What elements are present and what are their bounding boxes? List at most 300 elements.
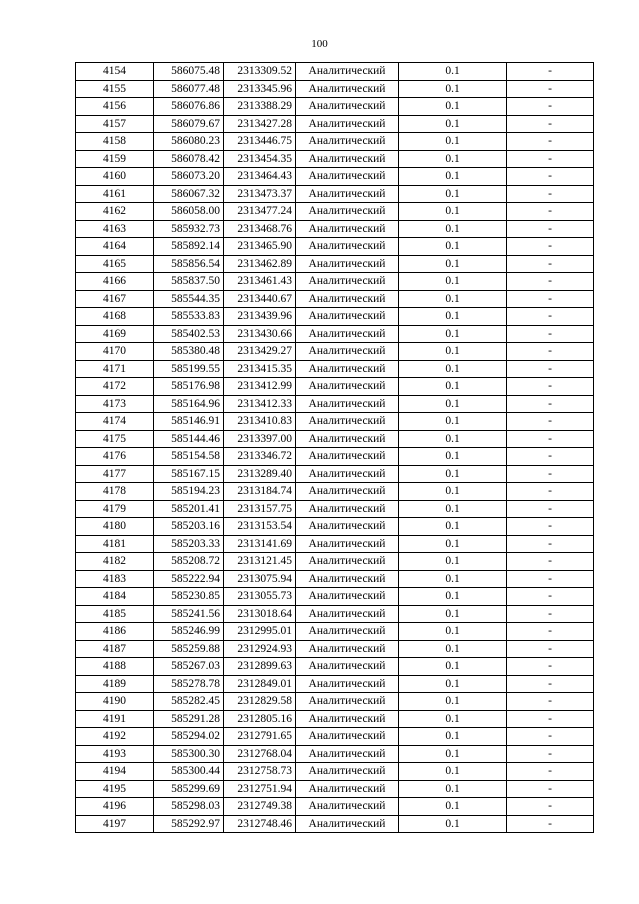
method-cell: Аналитический (296, 290, 399, 308)
method-cell: Аналитический (296, 325, 399, 343)
x-coordinate-cell: 585300.30 (154, 745, 224, 763)
method-cell: Аналитический (296, 500, 399, 518)
y-coordinate-cell: 2313468.76 (224, 220, 296, 238)
empty-value-cell: - (507, 325, 594, 343)
table-row (76, 360, 594, 378)
y-coordinate-cell: 2313309.52 (224, 63, 296, 81)
table-row (76, 658, 594, 676)
x-coordinate-cell: 585246.99 (154, 623, 224, 641)
accuracy-cell: 0.1 (399, 605, 507, 623)
table-row (76, 343, 594, 361)
accuracy-cell: 0.1 (399, 185, 507, 203)
y-coordinate-cell: 2313153.54 (224, 518, 296, 536)
empty-value-cell: - (507, 780, 594, 798)
y-coordinate-cell: 2312791.65 (224, 728, 296, 746)
empty-value-cell: - (507, 115, 594, 133)
y-coordinate-cell: 2313289.40 (224, 465, 296, 483)
empty-value-cell: - (507, 728, 594, 746)
y-coordinate-cell: 2313429.27 (224, 343, 296, 361)
table-row (76, 395, 594, 413)
accuracy-cell: 0.1 (399, 203, 507, 221)
accuracy-cell: 0.1 (399, 763, 507, 781)
empty-value-cell: - (507, 273, 594, 291)
accuracy-cell: 0.1 (399, 815, 507, 833)
y-coordinate-cell: 2313477.24 (224, 203, 296, 221)
table-row (76, 63, 594, 81)
method-cell: Аналитический (296, 63, 399, 81)
table-row (76, 815, 594, 833)
method-cell: Аналитический (296, 343, 399, 361)
y-coordinate-cell: 2313454.35 (224, 150, 296, 168)
point-number-cell: 4164 (76, 238, 154, 256)
y-coordinate-cell: 2312768.04 (224, 745, 296, 763)
x-coordinate-cell: 586058.00 (154, 203, 224, 221)
method-cell: Аналитический (296, 588, 399, 606)
table-row (76, 413, 594, 431)
y-coordinate-cell: 2312899.63 (224, 658, 296, 676)
method-cell: Аналитический (296, 728, 399, 746)
y-coordinate-cell: 2313346.72 (224, 448, 296, 466)
table-row (76, 168, 594, 186)
empty-value-cell: - (507, 465, 594, 483)
y-coordinate-cell: 2312748.46 (224, 815, 296, 833)
method-cell: Аналитический (296, 448, 399, 466)
method-cell: Аналитический (296, 815, 399, 833)
x-coordinate-cell: 585241.56 (154, 605, 224, 623)
point-number-cell: 4178 (76, 483, 154, 501)
point-number-cell: 4175 (76, 430, 154, 448)
x-coordinate-cell: 585892.14 (154, 238, 224, 256)
empty-value-cell: - (507, 168, 594, 186)
method-cell: Аналитический (296, 465, 399, 483)
accuracy-cell: 0.1 (399, 325, 507, 343)
point-number-cell: 4158 (76, 133, 154, 151)
x-coordinate-cell: 585278.78 (154, 675, 224, 693)
point-number-cell: 4172 (76, 378, 154, 396)
empty-value-cell: - (507, 588, 594, 606)
accuracy-cell: 0.1 (399, 745, 507, 763)
accuracy-cell: 0.1 (399, 448, 507, 466)
accuracy-cell: 0.1 (399, 343, 507, 361)
y-coordinate-cell: 2313415.35 (224, 360, 296, 378)
method-cell: Аналитический (296, 430, 399, 448)
method-cell: Аналитический (296, 763, 399, 781)
point-number-cell: 4161 (76, 185, 154, 203)
point-number-cell: 4171 (76, 360, 154, 378)
accuracy-cell: 0.1 (399, 80, 507, 98)
table-row (76, 588, 594, 606)
method-cell: Аналитический (296, 518, 399, 536)
empty-value-cell: - (507, 553, 594, 571)
empty-value-cell: - (507, 395, 594, 413)
y-coordinate-cell: 2313141.69 (224, 535, 296, 553)
method-cell: Аналитический (296, 640, 399, 658)
point-number-cell: 4165 (76, 255, 154, 273)
x-coordinate-cell: 586075.48 (154, 63, 224, 81)
table-row (76, 623, 594, 641)
method-cell: Аналитический (296, 273, 399, 291)
x-coordinate-cell: 586078.42 (154, 150, 224, 168)
table-row (76, 133, 594, 151)
point-number-cell: 4183 (76, 570, 154, 588)
table-row (76, 290, 594, 308)
method-cell: Аналитический (296, 693, 399, 711)
point-number-cell: 4177 (76, 465, 154, 483)
empty-value-cell: - (507, 570, 594, 588)
empty-value-cell: - (507, 203, 594, 221)
accuracy-cell: 0.1 (399, 98, 507, 116)
x-coordinate-cell: 585544.35 (154, 290, 224, 308)
accuracy-cell: 0.1 (399, 150, 507, 168)
empty-value-cell: - (507, 500, 594, 518)
point-number-cell: 4157 (76, 115, 154, 133)
method-cell: Аналитический (296, 483, 399, 501)
point-number-cell: 4193 (76, 745, 154, 763)
x-coordinate-cell: 585146.91 (154, 413, 224, 431)
empty-value-cell: - (507, 150, 594, 168)
table-row (76, 378, 594, 396)
x-coordinate-cell: 585201.41 (154, 500, 224, 518)
table-row (76, 693, 594, 711)
x-coordinate-cell: 585291.28 (154, 710, 224, 728)
empty-value-cell: - (507, 675, 594, 693)
point-number-cell: 4191 (76, 710, 154, 728)
method-cell: Аналитический (296, 203, 399, 221)
y-coordinate-cell: 2313439.96 (224, 308, 296, 326)
empty-value-cell: - (507, 623, 594, 641)
accuracy-cell: 0.1 (399, 133, 507, 151)
method-cell: Аналитический (296, 255, 399, 273)
empty-value-cell: - (507, 518, 594, 536)
accuracy-cell: 0.1 (399, 570, 507, 588)
accuracy-cell: 0.1 (399, 430, 507, 448)
y-coordinate-cell: 2313412.33 (224, 395, 296, 413)
empty-value-cell: - (507, 80, 594, 98)
point-number-cell: 4197 (76, 815, 154, 833)
method-cell: Аналитический (296, 238, 399, 256)
accuracy-cell: 0.1 (399, 483, 507, 501)
x-coordinate-cell: 585300.44 (154, 763, 224, 781)
empty-value-cell: - (507, 360, 594, 378)
table-row (76, 185, 594, 203)
accuracy-cell: 0.1 (399, 220, 507, 238)
x-coordinate-cell: 586079.67 (154, 115, 224, 133)
y-coordinate-cell: 2313446.75 (224, 133, 296, 151)
accuracy-cell: 0.1 (399, 255, 507, 273)
table-row (76, 763, 594, 781)
empty-value-cell: - (507, 378, 594, 396)
accuracy-cell: 0.1 (399, 290, 507, 308)
table-row (76, 98, 594, 116)
method-cell: Аналитический (296, 395, 399, 413)
y-coordinate-cell: 2312924.93 (224, 640, 296, 658)
table-row (76, 115, 594, 133)
empty-value-cell: - (507, 238, 594, 256)
point-number-cell: 4173 (76, 395, 154, 413)
point-number-cell: 4169 (76, 325, 154, 343)
y-coordinate-cell: 2313430.66 (224, 325, 296, 343)
x-coordinate-cell: 585154.58 (154, 448, 224, 466)
point-number-cell: 4163 (76, 220, 154, 238)
y-coordinate-cell: 2313461.43 (224, 273, 296, 291)
accuracy-cell: 0.1 (399, 780, 507, 798)
point-number-cell: 4167 (76, 290, 154, 308)
y-coordinate-cell: 2312849.01 (224, 675, 296, 693)
point-number-cell: 4160 (76, 168, 154, 186)
table-row (76, 605, 594, 623)
y-coordinate-cell: 2313184.74 (224, 483, 296, 501)
x-coordinate-cell: 585199.55 (154, 360, 224, 378)
table-row (76, 518, 594, 536)
point-number-cell: 4168 (76, 308, 154, 326)
point-number-cell: 4154 (76, 63, 154, 81)
point-number-cell: 4186 (76, 623, 154, 641)
method-cell: Аналитический (296, 378, 399, 396)
method-cell: Аналитический (296, 150, 399, 168)
point-number-cell: 4176 (76, 448, 154, 466)
table-row (76, 203, 594, 221)
empty-value-cell: - (507, 640, 594, 658)
table-row (76, 325, 594, 343)
y-coordinate-cell: 2312751.94 (224, 780, 296, 798)
table-row (76, 273, 594, 291)
empty-value-cell: - (507, 658, 594, 676)
table-row (76, 745, 594, 763)
accuracy-cell: 0.1 (399, 273, 507, 291)
table-row (76, 150, 594, 168)
x-coordinate-cell: 585856.54 (154, 255, 224, 273)
y-coordinate-cell: 2313055.73 (224, 588, 296, 606)
point-number-cell: 4188 (76, 658, 154, 676)
empty-value-cell: - (507, 448, 594, 466)
accuracy-cell: 0.1 (399, 360, 507, 378)
point-number-cell: 4185 (76, 605, 154, 623)
table-row (76, 535, 594, 553)
y-coordinate-cell: 2313473.37 (224, 185, 296, 203)
accuracy-cell: 0.1 (399, 63, 507, 81)
x-coordinate-cell: 585176.98 (154, 378, 224, 396)
x-coordinate-cell: 585292.97 (154, 815, 224, 833)
empty-value-cell: - (507, 290, 594, 308)
method-cell: Аналитический (296, 80, 399, 98)
y-coordinate-cell: 2313075.94 (224, 570, 296, 588)
page-number: 100 (311, 38, 328, 50)
empty-value-cell: - (507, 710, 594, 728)
coordinates-table-body (76, 63, 594, 833)
coordinates-table (75, 62, 594, 833)
method-cell: Аналитический (296, 413, 399, 431)
accuracy-cell: 0.1 (399, 553, 507, 571)
empty-value-cell: - (507, 255, 594, 273)
method-cell: Аналитический (296, 798, 399, 816)
table-row (76, 710, 594, 728)
table-row (76, 80, 594, 98)
empty-value-cell: - (507, 63, 594, 81)
y-coordinate-cell: 2312758.73 (224, 763, 296, 781)
method-cell: Аналитический (296, 570, 399, 588)
x-coordinate-cell: 585259.88 (154, 640, 224, 658)
table-row (76, 640, 594, 658)
point-number-cell: 4190 (76, 693, 154, 711)
table-row (76, 483, 594, 501)
empty-value-cell: - (507, 763, 594, 781)
table-row (76, 255, 594, 273)
accuracy-cell: 0.1 (399, 465, 507, 483)
point-number-cell: 4166 (76, 273, 154, 291)
method-cell: Аналитический (296, 553, 399, 571)
empty-value-cell: - (507, 815, 594, 833)
table-row (76, 238, 594, 256)
point-number-cell: 4189 (76, 675, 154, 693)
accuracy-cell: 0.1 (399, 710, 507, 728)
x-coordinate-cell: 585194.23 (154, 483, 224, 501)
point-number-cell: 4194 (76, 763, 154, 781)
empty-value-cell: - (507, 430, 594, 448)
y-coordinate-cell: 2313018.64 (224, 605, 296, 623)
empty-value-cell: - (507, 798, 594, 816)
table-row (76, 308, 594, 326)
x-coordinate-cell: 585380.48 (154, 343, 224, 361)
table-row (76, 728, 594, 746)
accuracy-cell: 0.1 (399, 308, 507, 326)
empty-value-cell: - (507, 98, 594, 116)
point-number-cell: 4156 (76, 98, 154, 116)
empty-value-cell: - (507, 133, 594, 151)
point-number-cell: 4187 (76, 640, 154, 658)
y-coordinate-cell: 2312829.58 (224, 693, 296, 711)
method-cell: Аналитический (296, 780, 399, 798)
x-coordinate-cell: 586067.32 (154, 185, 224, 203)
method-cell: Аналитический (296, 658, 399, 676)
x-coordinate-cell: 585533.83 (154, 308, 224, 326)
accuracy-cell: 0.1 (399, 518, 507, 536)
point-number-cell: 4181 (76, 535, 154, 553)
x-coordinate-cell: 586076.86 (154, 98, 224, 116)
point-number-cell: 4170 (76, 343, 154, 361)
x-coordinate-cell: 585298.03 (154, 798, 224, 816)
x-coordinate-cell: 585164.96 (154, 395, 224, 413)
method-cell: Аналитический (296, 185, 399, 203)
accuracy-cell: 0.1 (399, 413, 507, 431)
point-number-cell: 4174 (76, 413, 154, 431)
x-coordinate-cell: 585230.85 (154, 588, 224, 606)
y-coordinate-cell: 2313427.28 (224, 115, 296, 133)
empty-value-cell: - (507, 605, 594, 623)
x-coordinate-cell: 585167.15 (154, 465, 224, 483)
method-cell: Аналитический (296, 535, 399, 553)
y-coordinate-cell: 2313157.75 (224, 500, 296, 518)
x-coordinate-cell: 586073.20 (154, 168, 224, 186)
table-row (76, 675, 594, 693)
x-coordinate-cell: 586077.48 (154, 80, 224, 98)
accuracy-cell: 0.1 (399, 588, 507, 606)
empty-value-cell: - (507, 745, 594, 763)
x-coordinate-cell: 585299.69 (154, 780, 224, 798)
y-coordinate-cell: 2313462.89 (224, 255, 296, 273)
accuracy-cell: 0.1 (399, 640, 507, 658)
empty-value-cell: - (507, 483, 594, 501)
method-cell: Аналитический (296, 220, 399, 238)
empty-value-cell: - (507, 343, 594, 361)
y-coordinate-cell: 2313412.99 (224, 378, 296, 396)
empty-value-cell: - (507, 535, 594, 553)
x-coordinate-cell: 585267.03 (154, 658, 224, 676)
method-cell: Аналитический (296, 133, 399, 151)
empty-value-cell: - (507, 220, 594, 238)
table-row (76, 448, 594, 466)
table-row (76, 465, 594, 483)
y-coordinate-cell: 2313465.90 (224, 238, 296, 256)
point-number-cell: 4195 (76, 780, 154, 798)
point-number-cell: 4159 (76, 150, 154, 168)
point-number-cell: 4182 (76, 553, 154, 571)
point-number-cell: 4162 (76, 203, 154, 221)
y-coordinate-cell: 2313397.00 (224, 430, 296, 448)
point-number-cell: 4180 (76, 518, 154, 536)
y-coordinate-cell: 2313464.43 (224, 168, 296, 186)
accuracy-cell: 0.1 (399, 238, 507, 256)
table-row (76, 553, 594, 571)
x-coordinate-cell: 585402.53 (154, 325, 224, 343)
method-cell: Аналитический (296, 623, 399, 641)
accuracy-cell: 0.1 (399, 395, 507, 413)
table-row (76, 798, 594, 816)
table-row (76, 430, 594, 448)
y-coordinate-cell: 2312995.01 (224, 623, 296, 641)
y-coordinate-cell: 2312805.16 (224, 710, 296, 728)
y-coordinate-cell: 2312749.38 (224, 798, 296, 816)
method-cell: Аналитический (296, 360, 399, 378)
empty-value-cell: - (507, 693, 594, 711)
x-coordinate-cell: 586080.23 (154, 133, 224, 151)
y-coordinate-cell: 2313121.45 (224, 553, 296, 571)
x-coordinate-cell: 585932.73 (154, 220, 224, 238)
method-cell: Аналитический (296, 308, 399, 326)
method-cell: Аналитический (296, 115, 399, 133)
method-cell: Аналитический (296, 675, 399, 693)
accuracy-cell: 0.1 (399, 378, 507, 396)
accuracy-cell: 0.1 (399, 798, 507, 816)
table-row (76, 500, 594, 518)
method-cell: Аналитический (296, 98, 399, 116)
point-number-cell: 4155 (76, 80, 154, 98)
table-row (76, 220, 594, 238)
x-coordinate-cell: 585837.50 (154, 273, 224, 291)
method-cell: Аналитический (296, 710, 399, 728)
table-row (76, 780, 594, 798)
empty-value-cell: - (507, 413, 594, 431)
x-coordinate-cell: 585208.72 (154, 553, 224, 571)
accuracy-cell: 0.1 (399, 658, 507, 676)
empty-value-cell: - (507, 308, 594, 326)
point-number-cell: 4192 (76, 728, 154, 746)
accuracy-cell: 0.1 (399, 168, 507, 186)
method-cell: Аналитический (296, 168, 399, 186)
accuracy-cell: 0.1 (399, 675, 507, 693)
y-coordinate-cell: 2313440.67 (224, 290, 296, 308)
accuracy-cell: 0.1 (399, 623, 507, 641)
method-cell: Аналитический (296, 745, 399, 763)
y-coordinate-cell: 2313410.83 (224, 413, 296, 431)
x-coordinate-cell: 585294.02 (154, 728, 224, 746)
x-coordinate-cell: 585203.33 (154, 535, 224, 553)
accuracy-cell: 0.1 (399, 500, 507, 518)
x-coordinate-cell: 585203.16 (154, 518, 224, 536)
table-row (76, 570, 594, 588)
y-coordinate-cell: 2313345.96 (224, 80, 296, 98)
point-number-cell: 4196 (76, 798, 154, 816)
accuracy-cell: 0.1 (399, 693, 507, 711)
